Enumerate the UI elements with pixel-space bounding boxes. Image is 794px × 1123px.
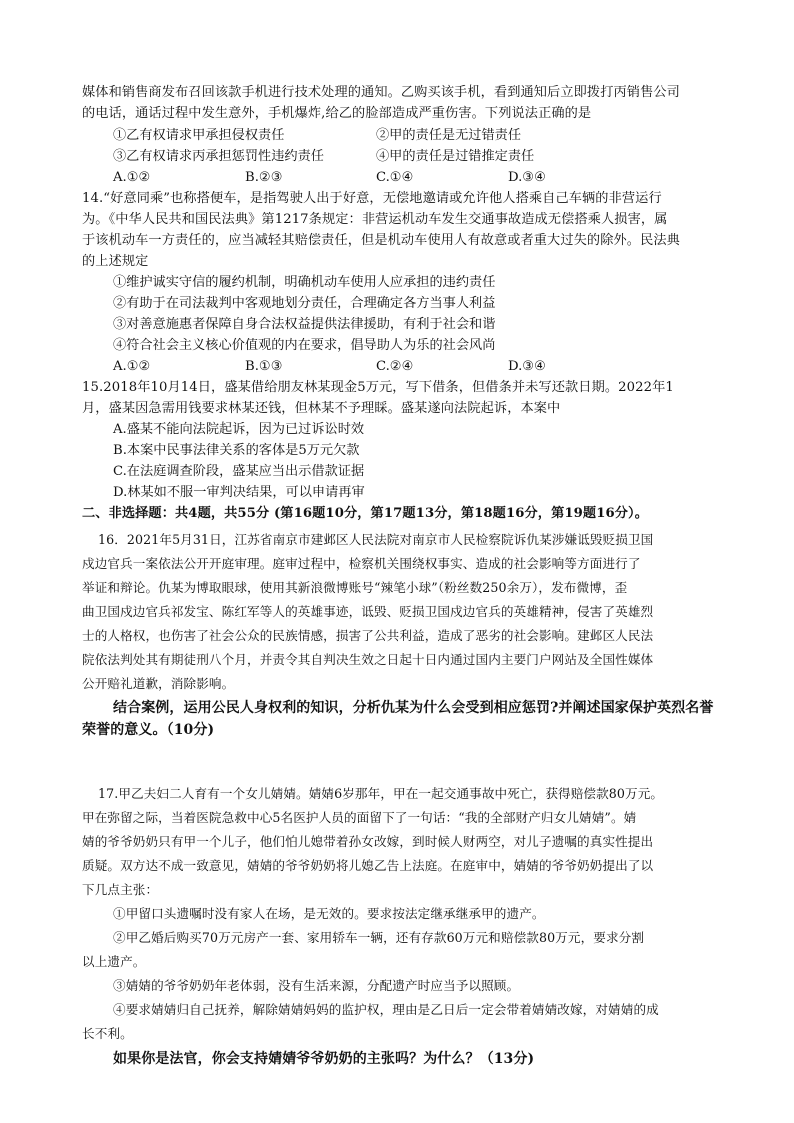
q15-option-c: C.在法庭调查阶段，盛某应当出示借款证据 <box>113 464 365 479</box>
q13-option-b: B.②③ <box>245 170 283 185</box>
q13-statement-3: ③乙有权请求丙承担惩罚性违约责任 <box>113 149 324 164</box>
q17-question: 如果你是法官，你会支持婧婧爷爷奶奶的主张吗？为什么？（13分) <box>113 1051 535 1067</box>
q17-claim-4-line-1: ④要求婧婧归自己抚养，解除婧婧妈妈的监护权，理由是乙日后一定会带着婧婧改嫁，对婧婧的成 <box>113 1002 659 1017</box>
q14-statement-3: ③对善意施惠者保障自身合法权益提供法律援助，有利于社会和谐 <box>113 317 496 332</box>
q17-claim-3: ③婧婧的爷爷奶奶年老体弱，没有生活来源，分配遗产时应当予以照顾。 <box>113 978 520 993</box>
q16-material-line-7: 公开赔礼道歉，消除影响。 <box>82 676 235 691</box>
q16-question-line-1: 结合案例，运用公民人身权利的知识，分析仇某为什么会受到相应惩罚?并阐述国家保护英烈名誉 <box>113 700 714 716</box>
q14-option-a: A.①② <box>113 359 151 374</box>
section-2-heading: 二、非选择题：共4题，共55分 (第16题10分，第17题13分，第18题16分，第19题16分）。 <box>82 506 649 521</box>
q14-stem-line-1: 14.“好意同乘”也称搭便车，是指驾驶人出于好意，无偿地邀请或允许他人搭乘自己车辆的非营运行 <box>82 191 662 206</box>
q15-stem-line-2: 月，盛某因急需用钱要求林某还钱，但林某不予理睬。盛某遂向法院起诉，本案中 <box>82 401 561 416</box>
q17-material-line-5: 下几点主张： <box>82 882 159 897</box>
q14-stem-line-3: 于该机动车一方责任的，应当减轻其赔偿责任，但是机动车使用人有故意或者重大过失的除外。民法典 <box>82 233 680 248</box>
q13-statement-4: ④甲的责任是过错推定责任 <box>376 149 535 164</box>
q14-stem-line-4: 的上述规定 <box>82 254 149 269</box>
q17-material-line-4: 质疑。双方达不成一致意见，婧婧的爷爷奶奶将儿媳乙告上法庭。在庭审中，婧婧的爷爷奶奶提出了以 <box>82 858 654 873</box>
q17-claim-1: ①甲留口头遗嘱时没有家人在场，是无效的。要求按法定继承继承甲的遗产。 <box>113 906 545 921</box>
q16-material-line-6: 院依法判处其有期徒刑八个月，并责令其自判决生效之日起十日内通过国内主要门户网站及全国性媒体 <box>82 652 654 667</box>
q17-material-line-2: 甲在弥留之际，当着医院急救中心5名医护人员的面留下了一句话：“我的全部财产归女儿婧婧”。婧 <box>82 810 637 825</box>
q14-option-c: C.②④ <box>376 359 414 374</box>
q13-option-d: D.③④ <box>508 170 546 185</box>
q16-material-line-5: 士的人格权，也伤害了社会公众的民族情感，损害了公共利益，造成了恶劣的社会影响。建邺区人民法 <box>82 628 654 643</box>
q17-material-line-3: 婧的爷爷奶奶只有甲一个儿子，他们怕儿媳带着孙女改嫁，到时候人财两空，对儿子遗嘱的真实性提出 <box>82 834 654 849</box>
q14-option-b: B.①③ <box>245 359 283 374</box>
q13-statement-1: ①乙有权请求甲承担侵权责任 <box>113 128 285 143</box>
q15-option-a: A.盛某不能向法院起诉，因为已过诉讼时效 <box>113 422 365 437</box>
q16-question-line-2: 荣誉的意义。（10分) <box>82 722 215 738</box>
q17-claim-2-line-2: 以上遗产。 <box>82 954 146 969</box>
q13-option-a: A.①② <box>113 170 151 185</box>
q17-claim-4-line-2: 长不利。 <box>82 1026 133 1041</box>
q16-material-line-1: 16．2021年5月31日，江苏省南京市建邺区人民法院对南京市人民检察院诉仇某涉嫌诋毁贬损卫国 <box>98 532 654 547</box>
q14-statement-1: ①维护诚实守信的履约机制，明确机动车使用人应承担的违约责任 <box>113 275 496 290</box>
q14-stem-line-2: 为。《中华人民共和国民法典》第1217条规定：非营运机动车发生交通事故造成无偿搭乘人损害，属 <box>82 212 668 227</box>
q13-stem-line-2: 的电话，通话过程中发生意外，手机爆炸,给乙的脸部造成严重伤害。下列说法正确的是 <box>82 106 592 121</box>
q15-option-b: B.本案中民事法律关系的客体是5万元欠款 <box>113 443 360 458</box>
q14-statement-2: ②有助于在司法裁判中客观地划分责任，合理确定各方当事人利益 <box>113 296 496 311</box>
q13-option-c: C.①④ <box>376 170 414 185</box>
q14-statement-4: ④符合社会主义核心价值观的内在要求，倡导助人为乐的社会风尚 <box>113 338 496 353</box>
q15-option-d: D.林某如不服一审判决结果，可以申请再审 <box>113 485 365 500</box>
q16-material-line-4: 曲卫国戍边官兵祁发宝、陈红军等人的英雄事迹，诋毁、贬损卫国戍边官兵的英雄精神，侵害了英雄烈 <box>82 604 654 619</box>
q14-option-d: D.③④ <box>508 359 546 374</box>
q17-claim-2-line-1: ②甲乙婚后购买70万元房产一套、家用轿车一辆，还有存款60万元和赔偿款80万元，要求分割 <box>113 930 645 945</box>
q13-stem-line-1: 媒体和销售商发布召回该款手机进行技术处理的通知。乙购买该手机，看到通知后立即拨打丙销售公司 <box>82 85 680 100</box>
q16-material-line-2: 戍边官兵一案依法公开开庭审理。庭审过程中，检察机关围绕权事实、造成的社会影响等方面进行了 <box>82 556 641 571</box>
q17-material-line-1: 17.甲乙夫妇二人育有一个女儿婧婧。婧婧6岁那年，甲在一起交通事故中死亡，获得赔偿款80万元。 <box>98 786 664 801</box>
q15-stem-line-1: 15.2018年10月14日，盛某借给朋友林某现金5万元，写下借条，但借条并未写还款日期。2022年1 <box>82 380 674 395</box>
q13-statement-2: ②甲的责任是无过错责任 <box>376 128 522 143</box>
q16-material-line-3: 举证和辩论。仇某为博取眼球，使用其新浪微博账号“辣笔小球”（粉丝数250余万），发布微博，歪 <box>82 580 628 595</box>
